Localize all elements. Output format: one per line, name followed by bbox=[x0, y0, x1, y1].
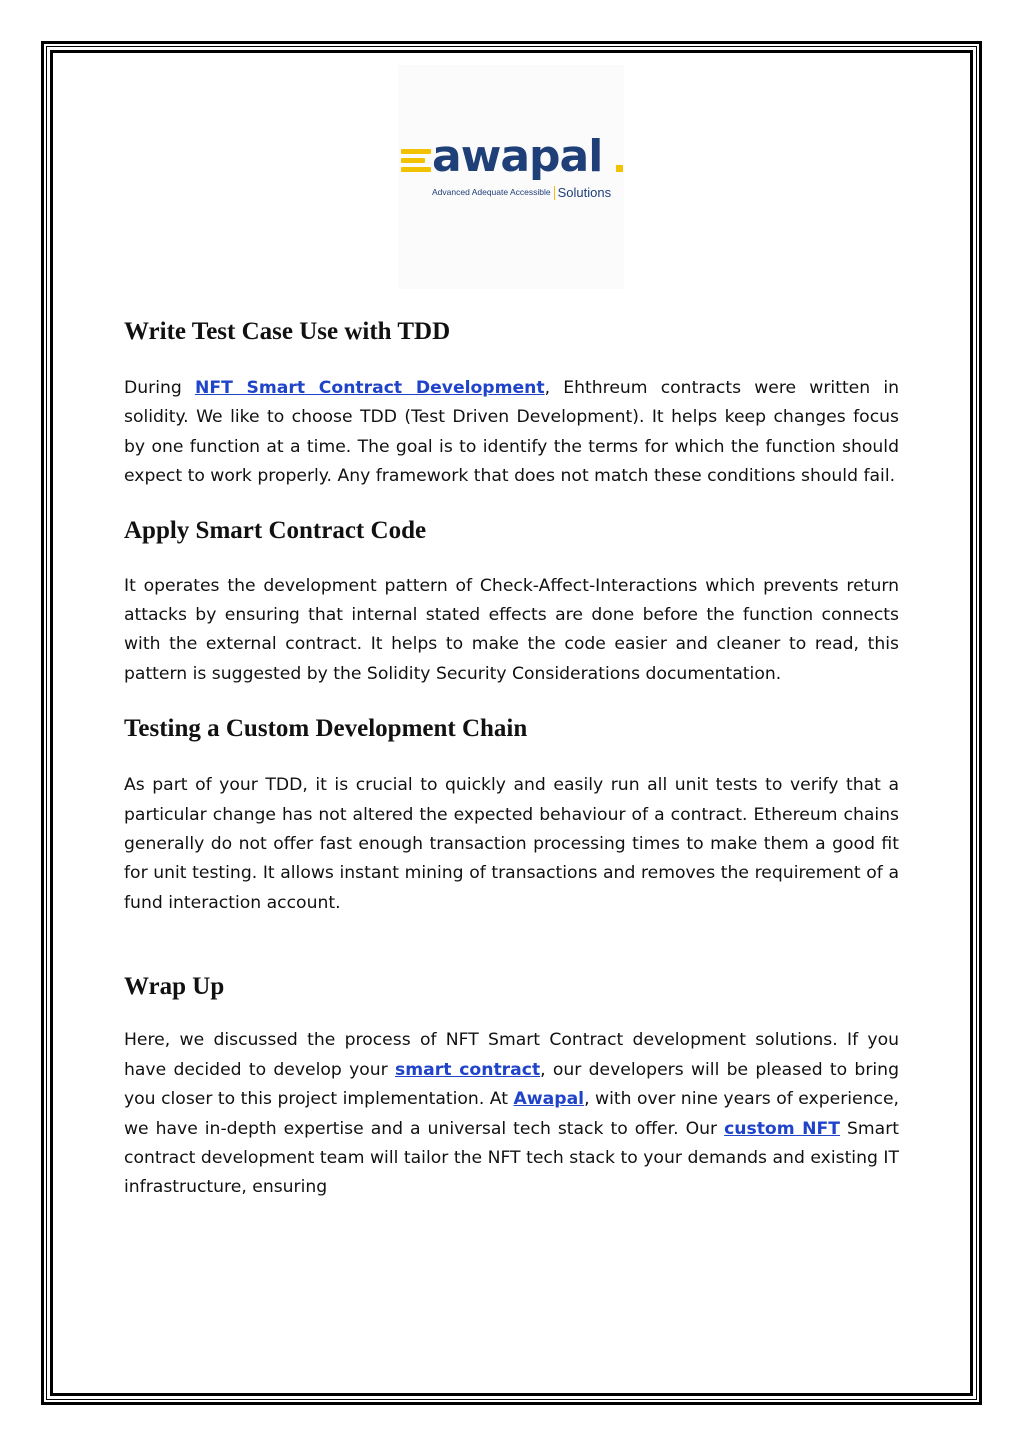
paragraph-text: , Ehthreum contracts were written in solidity. We like to choose TDD (Test Driven Development). It helps keep changes focus by one function at a time. The goal is to identify the terms for which the function should expect to work properly. Any framework that does not match these conditions should fail. bbox=[124, 378, 899, 487]
logo-separator bbox=[554, 186, 555, 200]
logo-dot-icon bbox=[616, 165, 623, 172]
awapal-link[interactable]: Awapal bbox=[513, 1089, 585, 1110]
custom-nft-link[interactable]: custom NFT bbox=[724, 1118, 841, 1139]
section-paragraph-testing-chain: As part of your TDD, it is crucial to quickly and easily run all unit tests to verify that a particular change has not altered the expected behaviour of a contract. Ethereum chains generally do not offer fast enough transaction processing times to make them a good fit for unit testing. It allows instant mining of transactions and removes the requirement of a fund interaction account. bbox=[124, 775, 899, 913]
logo-stripes-icon bbox=[401, 149, 431, 176]
section-paragraph-apply-code: It operates the development pattern of Check-Affect-Interactions which prevents return attacks by ensuring that internal stated effects are done before the function connects with the external contract. It helps to make the code easier and cleaner to read, this pattern is suggested by the Solidity Security Considerations documentation. bbox=[124, 575, 899, 684]
paragraph-text: , with over nine years of experience, we have in-depth expertise and a universal tech stack to offer. Our bbox=[124, 1089, 899, 1139]
logo-solutions: Solutions bbox=[557, 184, 612, 200]
paragraph-text: During bbox=[124, 378, 195, 398]
section-heading-apply-code: Apply Smart Contract Code bbox=[124, 516, 427, 544]
logo-tagline bbox=[432, 185, 611, 200]
section-heading-testing-chain: Testing a Custom Development Chain bbox=[124, 715, 528, 743]
document-content bbox=[124, 314, 899, 1203]
section-paragraph-tdd bbox=[124, 374, 899, 492]
logo-tagline-text: Advanced Adequate Accessible bbox=[432, 187, 551, 197]
smart-contract-link[interactable]: smart contract bbox=[395, 1059, 541, 1080]
section-heading-tdd: Write Test Case Use with TDD bbox=[124, 318, 451, 345]
section-heading-wrap-up: Wrap Up bbox=[124, 973, 225, 1001]
awapal-logo bbox=[398, 65, 624, 289]
paragraph-text: , our developers will be pleased to bring you closer to this project implementation. At bbox=[124, 1059, 899, 1110]
section-paragraph-wrap-up bbox=[124, 1026, 899, 1202]
paragraph-text: Here, we discussed the process of NFT Smart Contract development solutions. If you have decided to develop your bbox=[124, 1030, 899, 1080]
logo-wordmark: awapal bbox=[432, 131, 603, 182]
nft-smart-contract-development-link[interactable]: NFT Smart Contract Development bbox=[194, 378, 545, 398]
paragraph-text: Smart contract development team will tailor the NFT tech stack to your demands and existing IT infrastructure, ensuring bbox=[124, 1118, 899, 1198]
